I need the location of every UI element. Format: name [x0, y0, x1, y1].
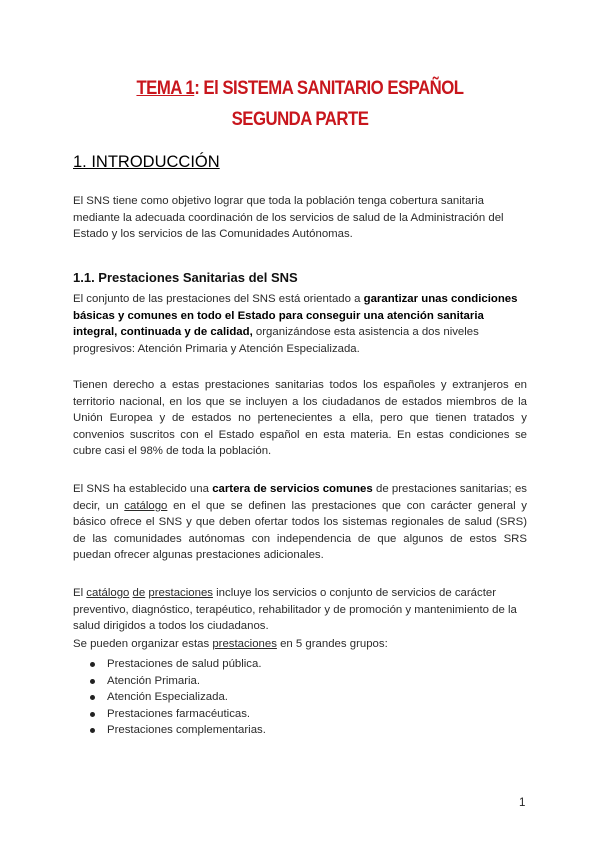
bullet-icon: [90, 662, 95, 667]
intro-paragraph: El SNS tiene como objetivo lograr que toda la población tenga cobertura sanitaria mediante la adecuada coordinación de los servicios de salud de la Administración del Estado y los servicios de las Comunidades Autónomas.: [73, 195, 504, 241]
list-item: [73, 706, 266, 723]
list-item: [73, 689, 266, 706]
title-rest: : El SISTEMA SANITARIO ESPAÑOL: [194, 77, 464, 99]
catalogo-paragraph: [73, 585, 527, 635]
prestaciones-paragraph: [73, 291, 527, 357]
list-item-label: Prestaciones farmacéuticas.: [107, 707, 251, 720]
p5-u2: de: [132, 587, 146, 599]
cartera-paragraph: [73, 481, 527, 564]
p5-text1: El: [73, 587, 87, 599]
bullet-icon: [90, 728, 95, 733]
groups-list: [73, 656, 266, 739]
p4-text1: El SNS ha establecido una: [73, 483, 213, 495]
p2-text1: El conjunto de las prestaciones del SNS está orientado a: [73, 293, 364, 305]
derecho-paragraph: Tienen derecho a estas prestaciones sanitarias todos los españoles y extranjeros en territorio nacional, en los que se incluyen a los ciudadanos de estados miembros de la Unión Europea y de estados no pertenecientes a ella, pero que tienen tratados y convenios suscritos con el Estado español en esta materia. En estas condiciones se cubre casi el 98% de toda la población.: [73, 379, 527, 458]
list-item-label: Atención Especializada.: [107, 691, 228, 704]
subsection-heading: 1.1. Prestaciones Sanitarias del SNS: [73, 270, 298, 285]
p4-text3: en el que se definen las prestaciones que con carácter general y básico ofrece el SNS y que deben ofertar todos los sistemas regionales de salud (SRS) de las comunidades autónomas con independencia de que algunos de estos SRS puedan ofrecer algunas prestaciones adicionales.: [73, 499, 527, 562]
document-title: [42, 77, 558, 100]
list-item-label: Prestaciones de salud pública.: [107, 658, 262, 670]
p6-underlined: prestaciones: [212, 638, 277, 650]
p4-underlined: catálogo: [124, 499, 168, 512]
list-item: [73, 656, 266, 673]
page-number: 1: [519, 797, 526, 809]
p5-u3: prestaciones: [148, 587, 213, 599]
list-item-label: Atención Primaria.: [107, 674, 201, 687]
p4-bold: cartera de servicios comunes: [212, 483, 373, 495]
list-item: [73, 673, 266, 690]
p5-text2: incluye los servicios o conjunto de servicios de carácter preventivo, diagnóstico, terapéutico, rehabilitador y de promoción y mantenimiento de la salud dirigidos a todos los ciudadanos.: [73, 587, 517, 633]
grupos-paragraph: [73, 636, 527, 653]
p4-text2: de prestaciones sanitarias; es decir, un: [73, 483, 527, 512]
list-item: [73, 722, 266, 739]
document-subtitle: SEGUNDA PARTE: [231, 108, 369, 130]
bullet-icon: [90, 712, 95, 717]
p6-text2: en 5 grandes grupos:: [276, 638, 388, 650]
p6-text1: Se pueden organizar estas: [73, 638, 213, 650]
section-heading: 1. INTRODUCCIÓN: [73, 153, 220, 171]
bullet-icon: [90, 695, 95, 700]
list-item-label: Prestaciones complementarias.: [107, 724, 266, 737]
bullet-icon: [90, 679, 95, 684]
p2-text2: organizándose esta asistencia a dos niveles progresivos: Atención Primaria y Atención Especializada.: [73, 326, 479, 355]
title-prefix: TEMA 1: [136, 77, 195, 99]
p5-u1: catálogo: [86, 587, 130, 599]
p2-bold: garantizar unas condiciones básicas y comunes en todo el Estado para conseguir una atención sanitaria integral, continuada y de calidad,: [73, 293, 518, 339]
